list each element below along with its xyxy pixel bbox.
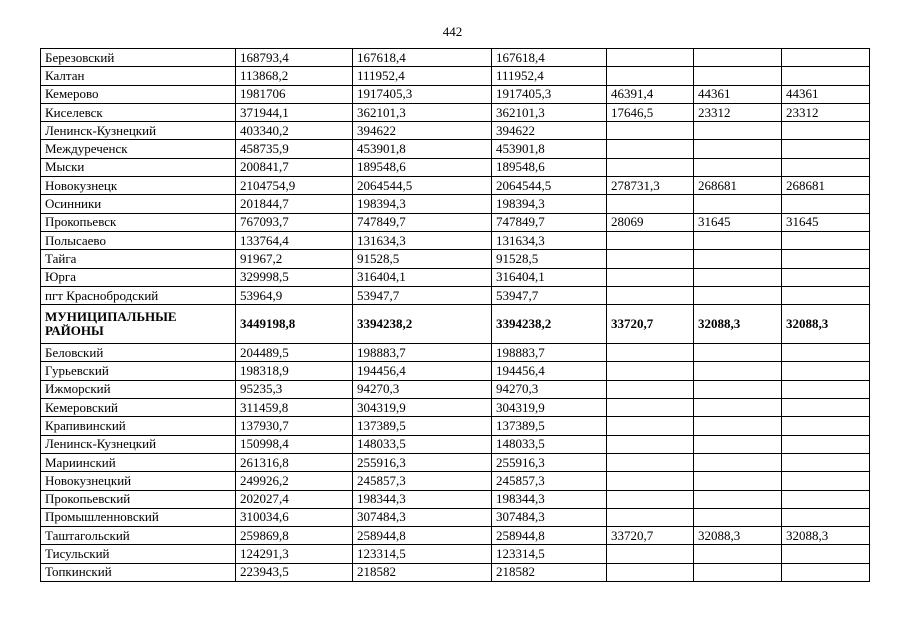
value-cell [694, 231, 782, 249]
value-cell: 31645 [694, 213, 782, 231]
value-cell [607, 344, 694, 362]
table-row [41, 286, 870, 304]
value-cell: 2064544,5 [353, 177, 492, 195]
row-name-cell: Мыски [41, 158, 236, 176]
value-cell: 95235,3 [236, 380, 353, 398]
value-cell: 2064544,5 [492, 177, 607, 195]
value-cell [607, 453, 694, 471]
value-cell: 23312 [782, 103, 870, 121]
value-cell [607, 508, 694, 526]
table-row [41, 213, 870, 231]
table-row [41, 417, 870, 435]
value-cell: 198344,3 [492, 490, 607, 508]
value-cell [694, 140, 782, 158]
value-cell: 198394,3 [353, 195, 492, 213]
value-cell [782, 490, 870, 508]
row-name-cell: Топкинский [41, 563, 236, 581]
value-cell: 255916,3 [353, 453, 492, 471]
table-row [41, 362, 870, 380]
value-cell [782, 453, 870, 471]
value-cell: 245857,3 [353, 472, 492, 490]
value-cell [694, 268, 782, 286]
value-cell: 91967,2 [236, 250, 353, 268]
value-cell: 33720,7 [607, 527, 694, 545]
value-cell [782, 380, 870, 398]
value-cell: 204489,5 [236, 344, 353, 362]
row-name-cell: Гурьевский [41, 362, 236, 380]
value-cell [694, 417, 782, 435]
value-cell: 304319,9 [353, 399, 492, 417]
value-cell: 403340,2 [236, 122, 353, 140]
value-cell: 255916,3 [492, 453, 607, 471]
page-number: 442 [442, 24, 463, 39]
row-name-cell: Полысаево [41, 231, 236, 249]
value-cell: 32088,3 [694, 527, 782, 545]
value-cell: 137930,7 [236, 417, 353, 435]
value-cell: 258944,8 [492, 527, 607, 545]
value-cell: 198883,7 [353, 344, 492, 362]
value-cell [607, 122, 694, 140]
table-row [41, 85, 870, 103]
value-cell [607, 195, 694, 213]
value-cell: 33720,7 [607, 305, 694, 344]
value-cell: 249926,2 [236, 472, 353, 490]
table-row [41, 122, 870, 140]
value-cell [782, 472, 870, 490]
table-row [41, 140, 870, 158]
value-cell: 46391,4 [607, 85, 694, 103]
row-name-cell: Тисульский [41, 545, 236, 563]
value-cell: 268681 [782, 177, 870, 195]
value-cell: 44361 [694, 85, 782, 103]
value-cell [694, 399, 782, 417]
table-row [41, 508, 870, 526]
row-name-cell: Таштагольский [41, 527, 236, 545]
value-cell: 167618,4 [353, 49, 492, 67]
value-cell [694, 435, 782, 453]
value-cell: 2104754,9 [236, 177, 353, 195]
table-row [41, 231, 870, 249]
value-cell [607, 417, 694, 435]
row-name-cell: Крапивинский [41, 417, 236, 435]
value-cell [782, 362, 870, 380]
row-name-cell: Новокузнецкий [41, 472, 236, 490]
row-name-cell: Осинники [41, 195, 236, 213]
value-cell: 124291,3 [236, 545, 353, 563]
row-name-cell: Киселевск [41, 103, 236, 121]
value-cell [782, 417, 870, 435]
value-cell: 394622 [353, 122, 492, 140]
row-name-cell: Кемеровский [41, 399, 236, 417]
value-cell: 453901,8 [492, 140, 607, 158]
table-body [41, 49, 870, 582]
row-name-cell: Юрга [41, 268, 236, 286]
value-cell: 32088,3 [782, 527, 870, 545]
value-cell [694, 453, 782, 471]
value-cell: 218582 [492, 563, 607, 581]
value-cell: 194456,4 [353, 362, 492, 380]
value-cell [607, 435, 694, 453]
value-cell: 148033,5 [353, 435, 492, 453]
value-cell: 268681 [694, 177, 782, 195]
value-cell [607, 158, 694, 176]
table-row [41, 158, 870, 176]
value-cell [694, 490, 782, 508]
value-cell: 150998,4 [236, 435, 353, 453]
value-cell: 3394238,2 [492, 305, 607, 344]
value-cell: 123314,5 [492, 545, 607, 563]
value-cell: 362101,3 [353, 103, 492, 121]
value-cell [782, 250, 870, 268]
value-cell [607, 250, 694, 268]
row-name-cell: Березовский [41, 49, 236, 67]
value-cell [694, 286, 782, 304]
table-row [41, 195, 870, 213]
value-cell: 53947,7 [492, 286, 607, 304]
table-row [41, 527, 870, 545]
value-cell: 32088,3 [782, 305, 870, 344]
value-cell [607, 563, 694, 581]
row-name-cell: пгт Краснобродский [41, 286, 236, 304]
value-cell [782, 286, 870, 304]
value-cell [607, 545, 694, 563]
value-cell [782, 399, 870, 417]
row-name-cell: Мариинский [41, 453, 236, 471]
table-row [41, 472, 870, 490]
value-cell: 261316,8 [236, 453, 353, 471]
table-row [41, 103, 870, 121]
value-cell: 53947,7 [353, 286, 492, 304]
table-row [41, 399, 870, 417]
value-cell: 189548,6 [492, 158, 607, 176]
budget-table [40, 48, 870, 582]
value-cell [694, 545, 782, 563]
value-cell: 223943,5 [236, 563, 353, 581]
value-cell [607, 49, 694, 67]
value-cell [782, 49, 870, 67]
value-cell [782, 268, 870, 286]
row-name-cell: Прокопьевск [41, 213, 236, 231]
value-cell [607, 268, 694, 286]
value-cell: 113868,2 [236, 67, 353, 85]
value-cell: 131634,3 [492, 231, 607, 249]
value-cell: 3449198,8 [236, 305, 353, 344]
value-cell: 201844,7 [236, 195, 353, 213]
value-cell [607, 362, 694, 380]
value-cell: 304319,9 [492, 399, 607, 417]
value-cell: 316404,1 [492, 268, 607, 286]
value-cell [694, 344, 782, 362]
value-cell: 1917405,3 [353, 85, 492, 103]
value-cell [694, 67, 782, 85]
value-cell [694, 472, 782, 490]
table-row [41, 49, 870, 67]
value-cell [607, 286, 694, 304]
value-cell [782, 435, 870, 453]
value-cell: 278731,3 [607, 177, 694, 195]
value-cell: 53964,9 [236, 286, 353, 304]
table-row [41, 563, 870, 581]
value-cell [694, 158, 782, 176]
value-cell [782, 195, 870, 213]
value-cell [607, 399, 694, 417]
value-cell: 198318,9 [236, 362, 353, 380]
value-cell: 31645 [782, 213, 870, 231]
row-name-cell: Прокопьевский [41, 490, 236, 508]
table-row [41, 344, 870, 362]
value-cell: 200841,7 [236, 158, 353, 176]
value-cell: 310034,6 [236, 508, 353, 526]
value-cell: 747849,7 [492, 213, 607, 231]
row-name-cell: Беловский [41, 344, 236, 362]
value-cell: 458735,9 [236, 140, 353, 158]
value-cell [694, 195, 782, 213]
value-cell: 111952,4 [353, 67, 492, 85]
value-cell [694, 250, 782, 268]
table-row [41, 268, 870, 286]
value-cell [694, 508, 782, 526]
value-cell: 307484,3 [353, 508, 492, 526]
value-cell: 747849,7 [353, 213, 492, 231]
value-cell: 453901,8 [353, 140, 492, 158]
value-cell: 23312 [694, 103, 782, 121]
value-cell: 311459,8 [236, 399, 353, 417]
value-cell: 198344,3 [353, 490, 492, 508]
value-cell [607, 490, 694, 508]
value-cell: 258944,8 [353, 527, 492, 545]
value-cell [694, 362, 782, 380]
value-cell: 17646,5 [607, 103, 694, 121]
value-cell [782, 122, 870, 140]
value-cell: 94270,3 [492, 380, 607, 398]
row-name-cell: Ленинск-Кузнецкий [41, 435, 236, 453]
value-cell: 189548,6 [353, 158, 492, 176]
row-name-cell: Новокузнецк [41, 177, 236, 195]
row-name-cell: Междуреченск [41, 140, 236, 158]
value-cell [607, 67, 694, 85]
value-cell [607, 380, 694, 398]
value-cell: 28069 [607, 213, 694, 231]
value-cell: 44361 [782, 85, 870, 103]
value-cell [782, 67, 870, 85]
table-row [41, 435, 870, 453]
value-cell [607, 472, 694, 490]
table-row [41, 490, 870, 508]
value-cell [782, 563, 870, 581]
value-cell: 198394,3 [492, 195, 607, 213]
value-cell: 259869,8 [236, 527, 353, 545]
value-cell: 123314,5 [353, 545, 492, 563]
value-cell [782, 158, 870, 176]
value-cell: 194456,4 [492, 362, 607, 380]
row-name-cell: Промышленновский [41, 508, 236, 526]
table-row [41, 67, 870, 85]
value-cell [694, 380, 782, 398]
row-name-cell: Кемерово [41, 85, 236, 103]
value-cell [607, 140, 694, 158]
row-name-cell: Ленинск-Кузнецкий [41, 122, 236, 140]
value-cell: 394622 [492, 122, 607, 140]
row-name-cell: Ижморский [41, 380, 236, 398]
value-cell: 1917405,3 [492, 85, 607, 103]
table-row [41, 380, 870, 398]
value-cell [782, 231, 870, 249]
value-cell: 148033,5 [492, 435, 607, 453]
value-cell: 137389,5 [492, 417, 607, 435]
value-cell: 32088,3 [694, 305, 782, 344]
value-cell [782, 508, 870, 526]
value-cell: 218582 [353, 563, 492, 581]
value-cell: 371944,1 [236, 103, 353, 121]
table-row [41, 177, 870, 195]
value-cell: 362101,3 [492, 103, 607, 121]
value-cell: 131634,3 [353, 231, 492, 249]
value-cell: 91528,5 [492, 250, 607, 268]
value-cell: 167618,4 [492, 49, 607, 67]
value-cell: 198883,7 [492, 344, 607, 362]
value-cell: 91528,5 [353, 250, 492, 268]
value-cell [694, 563, 782, 581]
value-cell: 94270,3 [353, 380, 492, 398]
value-cell: 316404,1 [353, 268, 492, 286]
table-row [41, 545, 870, 563]
row-name-cell: МУНИЦИПАЛЬНЫЕ РАЙОНЫ [41, 305, 236, 344]
value-cell: 329998,5 [236, 268, 353, 286]
value-cell [694, 49, 782, 67]
value-cell: 168793,4 [236, 49, 353, 67]
value-cell [782, 344, 870, 362]
value-cell: 1981706 [236, 85, 353, 103]
table-row [41, 305, 870, 344]
value-cell: 767093,7 [236, 213, 353, 231]
value-cell: 133764,4 [236, 231, 353, 249]
value-cell [782, 140, 870, 158]
value-cell [607, 231, 694, 249]
table-row [41, 250, 870, 268]
value-cell: 3394238,2 [353, 305, 492, 344]
row-name-cell: Калтан [41, 67, 236, 85]
value-cell [694, 122, 782, 140]
value-cell: 202027,4 [236, 490, 353, 508]
value-cell: 245857,3 [492, 472, 607, 490]
value-cell: 307484,3 [492, 508, 607, 526]
value-cell: 137389,5 [353, 417, 492, 435]
row-name-cell: Тайга [41, 250, 236, 268]
value-cell: 111952,4 [492, 67, 607, 85]
value-cell [782, 545, 870, 563]
table-row [41, 453, 870, 471]
